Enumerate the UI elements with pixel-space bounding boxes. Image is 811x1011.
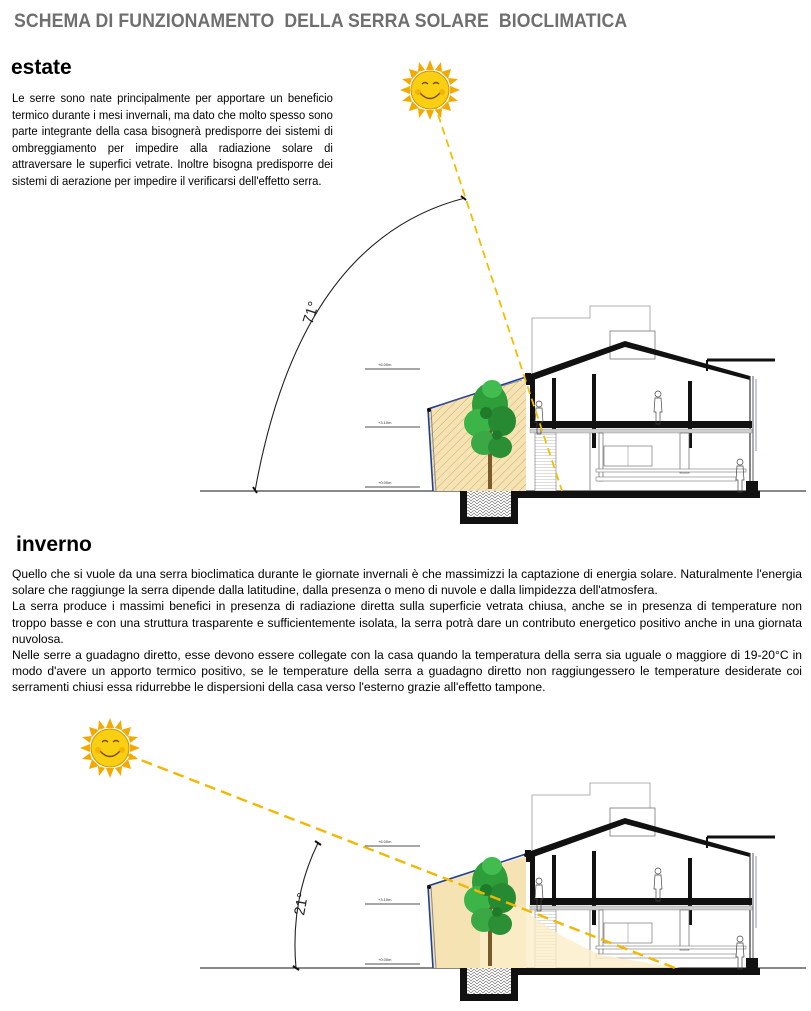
winter-paragraph: La serra produce i massimi benefici in presenza di radiazione diretta sulla superficie vetrata chiusa, anche se in presenza di temperature non troppo basse e con una struttura trasparente e sufficientemente isolata, la serra potrà dare un contributo energetico positivo anche in una giornata nuvolosa. xyxy=(12,599,802,646)
sun-ray xyxy=(110,748,675,968)
level-label: +0.00m xyxy=(378,957,392,962)
page-title: SCHEMA DI FUNZIONAMENTO DELLA SERRA SOLARE BIOCLIMATICA xyxy=(14,11,628,32)
level-label: +6.00m xyxy=(378,839,392,844)
winter-diagram xyxy=(80,718,806,1001)
person-icon xyxy=(736,936,744,969)
summer-heading: estate xyxy=(11,56,72,79)
sun-icon xyxy=(80,718,140,778)
winter-paragraph: Quello che si vuole da una serra bioclimatica durante le giornate invernali è che massimizzi la captazione di energia solare. Naturalmente l'energia solare che raggiunge la serra dipende dalla latitudine, dalla presenza o meno di nuvole e dalla limpidezza dell'atmosfera. xyxy=(12,567,802,598)
summer-diagram xyxy=(200,60,806,524)
person-icon xyxy=(654,391,662,424)
level-label: +0.00m xyxy=(378,480,392,485)
person-icon xyxy=(736,459,744,492)
level-label: +3.10m xyxy=(378,420,392,425)
sun-icon xyxy=(400,60,460,120)
winter-angle-label: 21° xyxy=(291,891,312,917)
summer-angle-label: 71° xyxy=(299,299,323,327)
winter-heading: inverno xyxy=(16,533,92,556)
level-label: +3.10m xyxy=(378,897,392,902)
person-icon xyxy=(654,868,662,901)
winter-paragraph: Nelle serre a guadagno diretto, esse devono essere collegate con la casa quando la temperatura della serra sia uguale o maggiore di 19-20°C in modo d'avere un apporto termico positivo, se le temperature della serra a guadagno diretto non raggiungessero le temperature desiderate coi serramenti chiusi essa ridurrebbe le dispersioni della casa verso l'esterno grazie all'effetto tampone. xyxy=(12,648,802,695)
summer-description: Le serre sono nate principalmente per apportare un beneficio termico durante i mesi invernali, ma dato che molto spesso sono parte integrante della casa bisognerà predisporre dei sistemi di ombreggiamento per impedire alla radiazione solare di attraversare le superfici vetrate. Inoltre bisogna predisporre dei sistemi di aerazione per impedire il verificarsi dell'effetto serra. xyxy=(12,91,333,188)
level-label: +6.00m xyxy=(378,362,392,367)
